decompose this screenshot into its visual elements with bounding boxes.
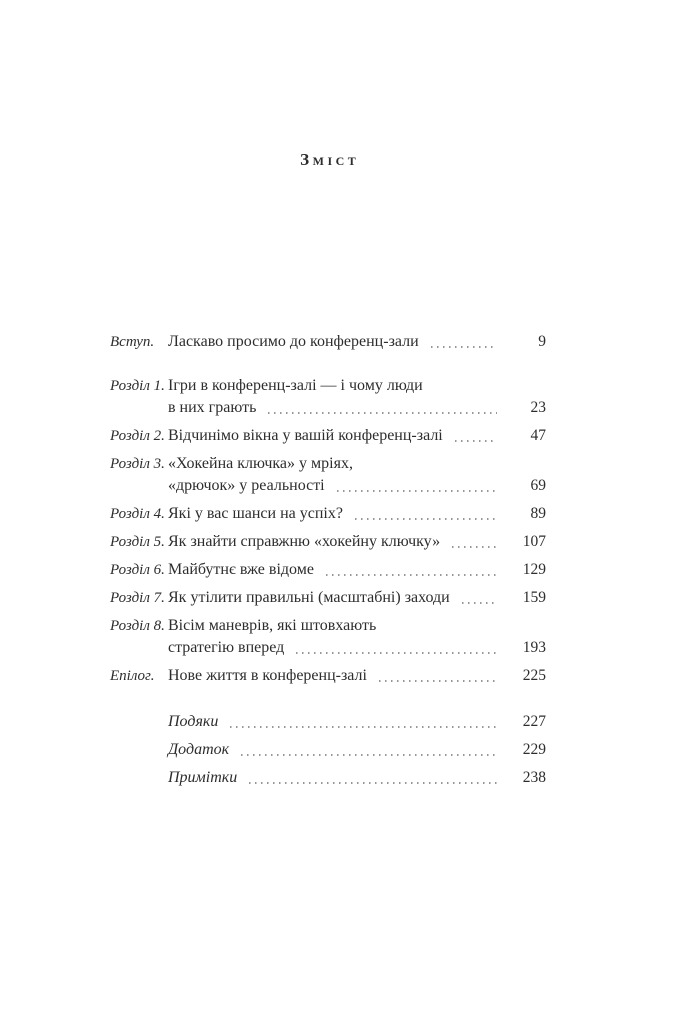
toc-entry-page: 159 [522, 589, 546, 606]
toc-entry-label: Епілог. [110, 668, 155, 684]
toc-entry-body [168, 331, 546, 353]
toc-entry-page: 193 [522, 639, 546, 656]
toc-entry-page: 129 [522, 561, 546, 578]
toc-entry-label: Розділ 2. [110, 428, 165, 444]
toc-entry [110, 331, 546, 353]
toc-entry-page: 69 [530, 477, 546, 494]
toc-entry-page: 89 [530, 505, 546, 522]
page-title: Зміст [300, 150, 360, 169]
toc-entry-label [110, 739, 168, 761]
toc-entry-label: Розділ 8. [110, 618, 165, 634]
toc-entry-title: Подяки [168, 713, 219, 730]
toc-entry-line [168, 615, 546, 637]
toc-entry-page: 23 [530, 399, 546, 416]
toc-entry [110, 587, 546, 609]
toc-entry [110, 665, 546, 687]
toc-entry-line [168, 375, 546, 397]
toc-entry-line [168, 739, 546, 761]
toc-entry-page: 9 [538, 333, 546, 350]
toc-entry-label: Розділ 1. [110, 378, 165, 394]
dot-leader [455, 440, 497, 442]
toc-entry [110, 503, 546, 525]
toc-entry-label [110, 767, 168, 789]
toc-entry-title: Вісім маневрів, які штовхають [168, 617, 377, 634]
toc-entry-body [168, 711, 546, 733]
toc-entry-title: Нове життя в конференц-залі [168, 667, 367, 684]
dot-leader [431, 346, 497, 348]
toc-entry-title: стратегію вперед [168, 639, 285, 656]
toc-entry-title: в них грають [168, 399, 257, 416]
dot-leader [241, 754, 497, 756]
toc-entry [110, 425, 546, 447]
dot-leader [326, 574, 497, 576]
toc-list [110, 331, 546, 687]
toc-entry-label: Розділ 3. [110, 456, 165, 472]
toc-entry-label [110, 711, 168, 733]
toc-entry-body [168, 615, 546, 659]
toc-entry-page: 229 [522, 741, 546, 758]
toc-entry-line [168, 767, 546, 789]
dot-leader [268, 412, 497, 414]
toc-entry-page: 225 [522, 667, 546, 684]
dot-leader [249, 782, 497, 784]
toc-entry-title: Ігри в конференц-залі — і чому люди [168, 377, 423, 394]
toc-entry [110, 615, 546, 659]
toc-content [110, 0, 546, 795]
toc-entry-page: 47 [530, 427, 546, 444]
toc-entry [110, 375, 546, 419]
toc-entry-page: 107 [522, 533, 546, 550]
toc-entry-label: Розділ 4. [110, 506, 165, 522]
toc-entry-label: Розділ 5. [110, 534, 165, 550]
toc-entry-title: Які у вас шанси на успіх? [168, 505, 343, 522]
toc-entry-page: 238 [522, 769, 546, 786]
toc-entry-body [168, 425, 546, 447]
toc-entry-line [168, 503, 546, 525]
toc-entry-body [168, 587, 546, 609]
toc-entry [110, 767, 546, 789]
toc-entry-body [168, 767, 546, 789]
toc-entry-title: Як утілити правильні (масштабні) заходи [168, 589, 450, 606]
dot-leader [462, 602, 497, 604]
toc-entry-line [168, 331, 546, 353]
toc-entry-title: Відчинімо вікна у вашій конференц-залі [168, 427, 443, 444]
toc-entry-body [168, 375, 546, 419]
toc-entry-label: Вступ. [110, 334, 155, 350]
toc-entry-label: Розділ 7. [110, 590, 165, 606]
toc-entry-line [168, 559, 546, 581]
toc-entry-title: Ласкаво просимо до конференц-зали [168, 333, 419, 350]
toc-entry-body [168, 739, 546, 761]
toc-entry [110, 711, 546, 733]
toc-entry [110, 559, 546, 581]
toc-entry-line [168, 397, 546, 419]
toc-entry-line [168, 453, 546, 475]
dot-leader [379, 680, 497, 682]
toc-entry-label: Розділ 6. [110, 562, 165, 578]
dot-leader [337, 490, 497, 492]
toc-entry-body [168, 503, 546, 525]
toc-entry [110, 739, 546, 761]
dot-leader [355, 518, 497, 520]
toc-entry-page: 227 [522, 713, 546, 730]
toc-entry-body [168, 665, 546, 687]
toc-entry-line [168, 665, 546, 687]
toc-entry-line [168, 425, 546, 447]
toc-entry-title: Додаток [168, 741, 230, 758]
toc-entry-title: «Хокейна ключка» у мріях, [168, 455, 353, 472]
toc-entry [110, 531, 546, 553]
toc-entry-body [168, 531, 546, 553]
toc-entry-line [168, 531, 546, 553]
toc-entry [110, 453, 546, 497]
toc-entry-title: «дрючок» у реальності [168, 477, 325, 494]
toc-entry-line [168, 475, 546, 497]
toc-entry-title: Примітки [168, 769, 238, 786]
toc-entry-line [168, 587, 546, 609]
dot-leader [296, 652, 497, 654]
toc-entry-line [168, 637, 546, 659]
toc-entry-line [168, 711, 546, 733]
toc-entry-title: Як знайти справжню «хокейну ключку» [168, 533, 441, 550]
toc-backmatter-list [110, 711, 546, 789]
dot-leader [230, 726, 497, 728]
dot-leader [452, 546, 497, 548]
toc-entry-title: Майбутнє вже відоме [168, 561, 314, 578]
toc-entry-body [168, 559, 546, 581]
toc-entry-body [168, 453, 546, 497]
